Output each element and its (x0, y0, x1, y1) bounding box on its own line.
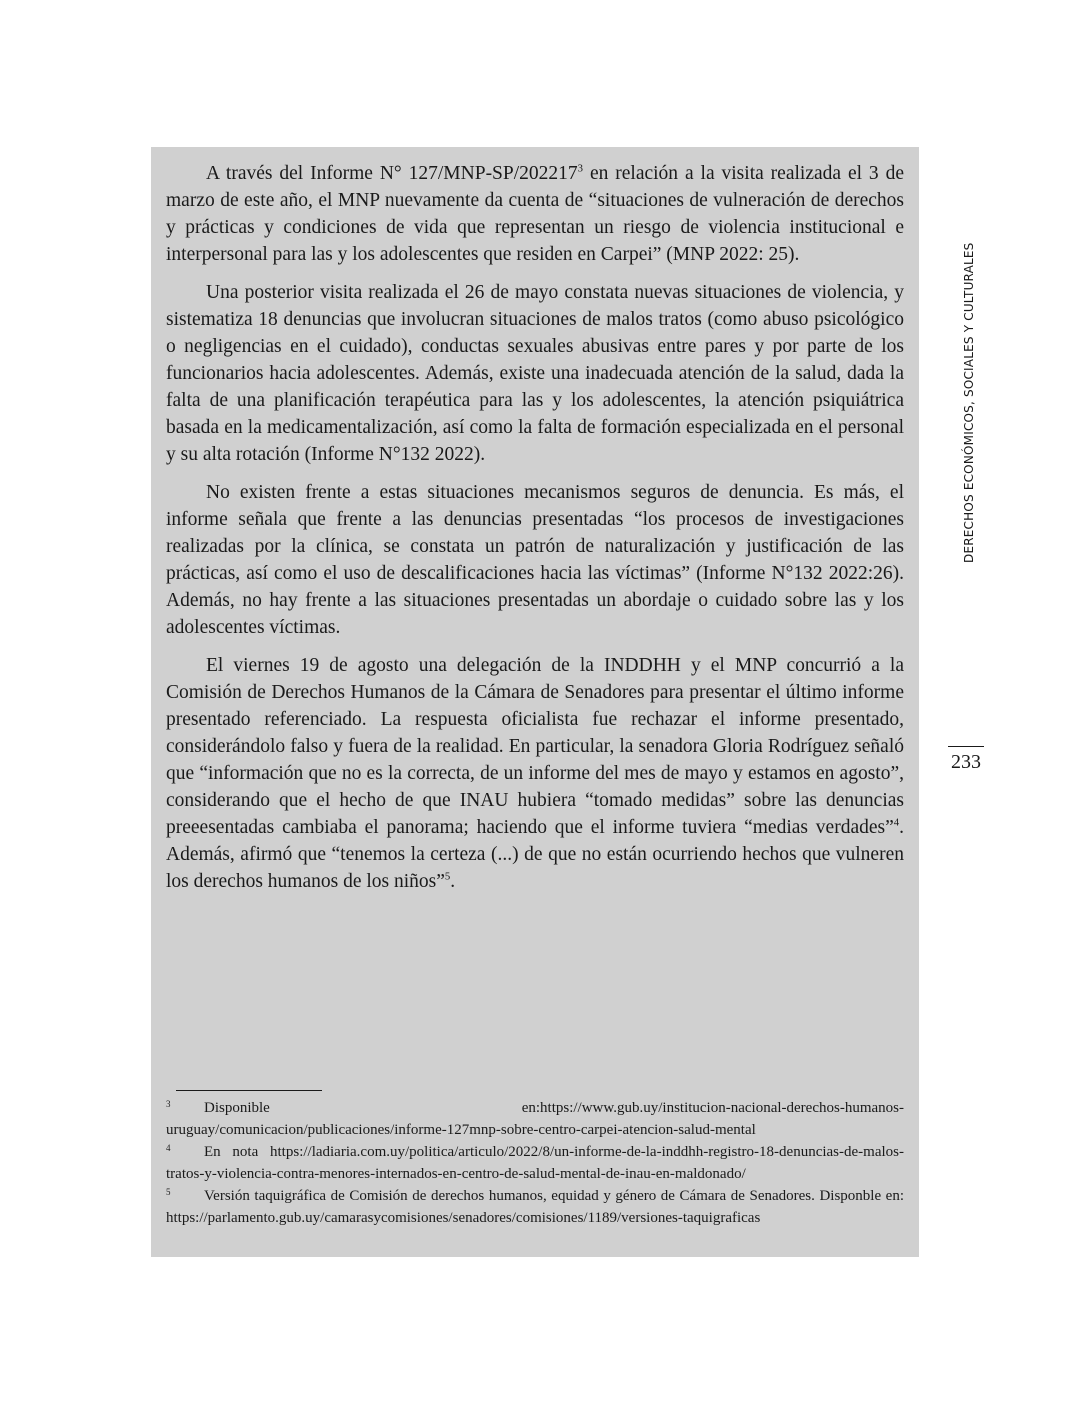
footnote-ref-3[interactable]: 3 (577, 162, 584, 175)
footnote-4: 4 En nota https://ladiaria.com.uy/politica/articulo/2022/8/un-informe-de-la-inddhh-registro-18-denuncias-de-malos-tratos-y-violencia-contra-menores-internados-en-centro-de-salud-mental-de-inau-en-maldonado/ (166, 1142, 904, 1182)
footnote-3: 3 Disponible en:https://www.gub.uy/institucion-nacional-derechos-humanos-uruguay/comunicacion/publicaciones/informe-127mnp-sobre-centro-carpei-atencion-salud-mental (166, 1098, 904, 1138)
page-number-rule (948, 746, 984, 747)
footnote-ref-5[interactable]: 5 (444, 870, 451, 883)
paragraph-4-text-c: . (450, 871, 456, 892)
footnote-5: 5 Versión taquigráfica de Comisión de derechos humanos, equidad y género de Cámara de Senadores. Disponble en: https://parlamento.gub.uy/camarasycomisiones/senadores/comisiones/1189/versiones-taquigraficas (166, 1186, 904, 1226)
footnote-separator (176, 1090, 322, 1091)
body-text (166, 160, 904, 906)
footnotes (166, 1097, 904, 1229)
footnote-ref-4[interactable]: 4 (893, 816, 900, 829)
paragraph-4-text-b: . Además, afirmó que “tenemos la certeza (...) de que no están ocurriendo hechos que vulneren los derechos humanos de los niños” (166, 817, 904, 892)
paragraph-1-text-a: A través del Informe N° 127/MNP-SP/202217 (206, 163, 578, 184)
paragraph-1 (166, 160, 904, 268)
page-number: 233 (951, 751, 981, 773)
footnote-text[interactable]: En nota https://ladiaria.com.uy/politica/articulo/2022/8/un-informe-de-la-inddhh-registro-18-denuncias-de-malos-tratos-y-violencia-contra-menores-internados-en-centro-de-salud-mental-de-inau-en-maldonado/ (166, 1144, 904, 1182)
paragraph-4-text-a: El viernes 19 de agosto una delegación de la INDDHH y el MNP concurrió a la Comisión de Derechos Humanos de la Cámara de Senadores para presentar el último informe presentado referenciado. La respuesta oficialista fue rechazar el informe presentado, considerándolo falso y fuera de la realidad. En particular, la senadora Gloria Rodríguez señaló que “información que no es la correcta, de un informe del mes de mayo y estamos en agosto”, considerando que el hecho de que INAU hubiera “tomado medidas” sobre las denuncias preeesentadas cambiaba el panorama; haciendo que el informe tuviera “medias verdades” (166, 655, 904, 838)
paragraph-4 (166, 652, 904, 895)
paragraph-3: No existen frente a estas situaciones mecanismos seguros de denuncia. Es más, el informe señala que frente a las denuncias presentadas “los procesos de investigaciones realizadas por la clínica, se constata un patrón de naturalización y justificación de las prácticas, así como el uso de descalificaciones hacia las víctimas” (Informe N°132 2022:26). Además, no hay frente a las situaciones presentadas un abordaje o cuidado sobre las y los adolescentes víctimas. (166, 482, 904, 638)
paragraph-1-text-b: en relación a la visita realizada el 3 de marzo de este año, el MNP nuevamente da cuenta de “situaciones de vulneración de derechos y prácticas y condiciones de vida que representan un riesgo de violencia institucional e interpersonal para las y los adolescentes que residen en Carpei” (MNP 2022: 25). (166, 163, 904, 265)
footnote-text[interactable]: Disponible en:https://www.gub.uy/institucion-nacional-derechos-humanos-uruguay/comunicacion/publicaciones/informe-127mnp-sobre-centro-carpei-atencion-salud-mental (166, 1100, 904, 1138)
footnote-text[interactable]: Versión taquigráfica de Comisión de derechos humanos, equidad y género de Cámara de Senadores. Disponble en: https://parlamento.gub.uy/camarasycomisiones/senadores/comisiones/1189/versiones-taquigraficas (166, 1188, 904, 1226)
running-header-vertical: DERECHOS ECONÓMICOS, SOCIALES Y CULTURALES (962, 242, 976, 563)
paragraph-2: Una posterior visita realizada el 26 de mayo constata nuevas situaciones de violencia, y sistematiza 18 denuncias que involucran situaciones de malos tratos (como abuso psicológico o negligencias en el cuidado), conductas sexuales abusivas entre pares y por parte de los funcionarios hacia adolescentes. Además, existe una inadecuada atención de la salud, dada la falta de una planificación terapéutica para las y los adolescentes, la atención psiquiátrica basada en la medicamentalización, así como la falta de formación especializada en el personal y su alta rotación (Informe N°132 2022). (166, 282, 904, 465)
